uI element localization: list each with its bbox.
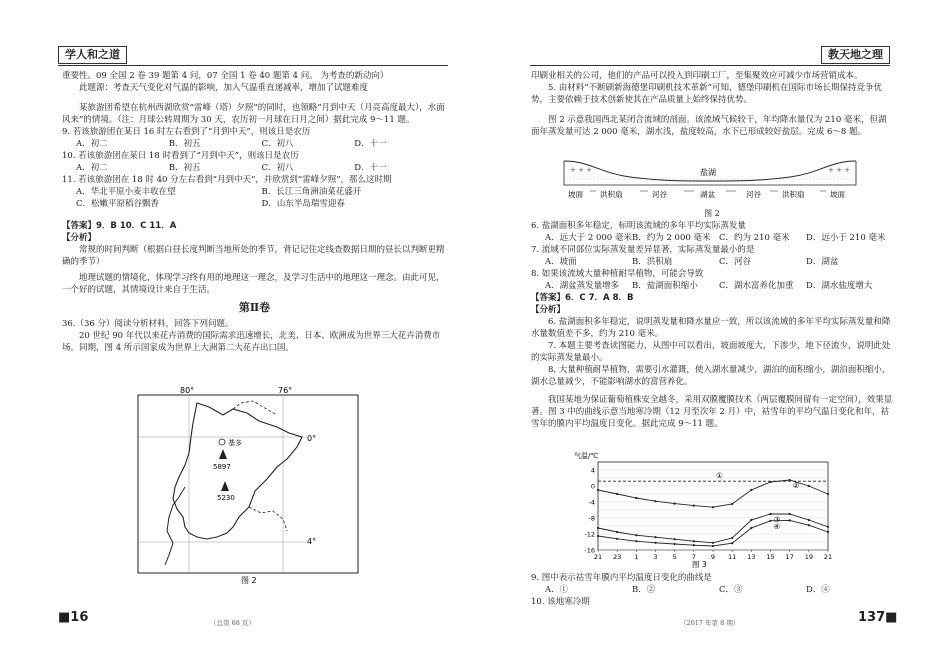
x-tick-label: 15 bbox=[766, 553, 775, 561]
right-header-title: 教天地之理 bbox=[821, 46, 890, 64]
data-point bbox=[693, 544, 695, 546]
question-9-options bbox=[62, 138, 447, 150]
analysis-7: 7. 本题主要考查读图能力，从图中可以看出，坡面坡度大，下渗少，地下径流少，说明此处的实际蒸发量最小。 bbox=[531, 341, 891, 363]
option: B．初五 bbox=[168, 163, 201, 173]
option: A．华北平原小麦丰收在望 bbox=[76, 187, 176, 197]
question-11-options-row2 bbox=[62, 198, 447, 210]
y-tick-label: -4 bbox=[588, 498, 595, 507]
x-tick-label: 21 bbox=[593, 553, 603, 561]
passage: 某旅游团希望在杭州西湖欣赏“雷峰（塔）夕照”的同时，也领略“月到中天（月亮高度最大），水面风来”的情境。（注：月球公转周期为 30 天，农历初一月球在日月之间）据此完成 9～11 题。 bbox=[62, 103, 445, 125]
question-11-options-row1 bbox=[62, 186, 447, 198]
y-tick-label: -12 bbox=[584, 530, 595, 539]
capital-label: 基多 bbox=[228, 439, 242, 447]
profile-label: 河谷 bbox=[746, 190, 761, 199]
data-point bbox=[789, 479, 791, 481]
capital-marker bbox=[219, 439, 225, 445]
data-point bbox=[597, 527, 599, 529]
x-tick-label: 9 bbox=[710, 553, 716, 561]
x-tick-label: 23 bbox=[613, 553, 622, 561]
paragraph: 印刷业相关的公司，他们的产品可以投入到印刷工厂，至集聚效应可减少市场营销成本。 bbox=[531, 71, 863, 81]
left-column bbox=[62, 70, 447, 354]
answer-key: 【答案】6．C 7．A 8．B bbox=[531, 293, 634, 303]
border-dashed bbox=[249, 507, 287, 531]
data-point bbox=[769, 513, 771, 515]
x-tick-label: 21 bbox=[823, 553, 833, 561]
figure-2-caption: 图 2 bbox=[704, 209, 720, 218]
option: A．坡面 bbox=[545, 257, 577, 267]
option: C．湖水富养化加重 bbox=[719, 281, 794, 291]
data-point bbox=[789, 519, 791, 521]
country-map bbox=[137, 387, 369, 587]
intro-line-1: 重要性。09 全国 2 卷 39 题第 4 问，07 全国 1 卷 40 题第 4 问。 为考查的新动向） bbox=[62, 71, 389, 81]
option: B．长江三角洲油菜花盛开 bbox=[261, 187, 362, 197]
x-tick-label: 7 bbox=[691, 553, 696, 561]
question-8: 8. 如果该流域大量种植耐旱植物，可能会导致 bbox=[531, 269, 704, 279]
analysis-8: 8. 大量种植耐旱植物，需要引水灌溉，使入湖水量减少，湖泊的面积缩小，湖泊面积缩小，湖水总量减少，不能影响湖水的富营养化。 bbox=[531, 365, 891, 387]
question-9: 9. 若该旅游团在某日 16 时左右看到了“月到中天”，则该日是农历 bbox=[62, 127, 311, 137]
question-9-options bbox=[531, 584, 893, 596]
peak-label-1: 5897 bbox=[213, 463, 231, 471]
y-tick-label: 0 bbox=[590, 482, 595, 491]
question-36: 36.（36 分）阅读分析材料，回答下列问题。 bbox=[62, 319, 234, 329]
x-tick-label: 13 bbox=[747, 553, 756, 561]
question-10-options bbox=[62, 162, 447, 174]
option: D．湖盆 bbox=[806, 257, 839, 267]
right-page-number: 137■ bbox=[858, 610, 898, 625]
map-lat-bottom: 4° bbox=[307, 537, 317, 546]
option: D．远小于 210 毫米 bbox=[806, 233, 886, 243]
left-page-header bbox=[58, 45, 448, 66]
question-7-options bbox=[531, 256, 893, 268]
right-column-bottom bbox=[531, 572, 893, 608]
profile-label: 河谷 bbox=[652, 190, 667, 199]
x-tick-label: 5 bbox=[672, 553, 677, 561]
option: C．③ bbox=[719, 585, 743, 595]
data-point bbox=[808, 519, 810, 521]
basin-profile-diagram bbox=[560, 155, 860, 207]
y-tick-labels bbox=[584, 467, 595, 555]
data-point bbox=[654, 536, 656, 538]
data-point bbox=[827, 493, 829, 495]
option: A．湖盆蒸发量增多 bbox=[545, 281, 620, 291]
question-6: 6. 盐湖面积多年稳定，标明该流域的多年平均实际蒸发量 bbox=[531, 221, 746, 231]
profile-labels bbox=[568, 189, 845, 199]
y-tick-label: 4 bbox=[590, 466, 595, 475]
profile-label: 坡面 bbox=[830, 190, 845, 199]
data-point bbox=[635, 534, 637, 536]
profile-label: 坡面 bbox=[568, 190, 583, 199]
data-point bbox=[674, 543, 676, 545]
option: B．约为 2 000 毫米 bbox=[632, 233, 711, 243]
option: B．盐湖面积缩小 bbox=[632, 281, 698, 291]
data-point bbox=[674, 538, 676, 540]
option: B．洪积扇 bbox=[632, 257, 673, 267]
data-point bbox=[693, 505, 695, 507]
data-point bbox=[712, 545, 714, 547]
temperature-chart bbox=[572, 450, 840, 568]
option: D．十一 bbox=[354, 163, 387, 173]
question-7: 7. 流域不同部位实际蒸发量差异显著，实际蒸发量最小的是 bbox=[531, 245, 755, 255]
data-point bbox=[674, 503, 676, 505]
option: D．湖水盐度增大 bbox=[806, 281, 873, 291]
data-point bbox=[693, 540, 695, 542]
profile-label: 湖盆 bbox=[700, 190, 715, 199]
data-point bbox=[750, 527, 752, 529]
data-point bbox=[731, 537, 733, 539]
question-6-options bbox=[531, 232, 893, 244]
x-tick-label: 11 bbox=[728, 553, 737, 561]
option: A．初二 bbox=[76, 139, 108, 149]
data-point bbox=[654, 542, 656, 544]
y-axis-label: 气温/℃ bbox=[574, 452, 599, 460]
data-point bbox=[616, 531, 618, 533]
peak-label-2: 5230 bbox=[217, 494, 235, 502]
data-point bbox=[769, 481, 771, 483]
option: C．河谷 bbox=[719, 257, 752, 267]
question-36-text: 20 世纪 90 年代以来花卉消费的国际需求迅速增长，北美、日本、欧洲成为世界三大花卉消费市场。同期，图 4 所示国家成为世界上大洲第二大花卉出口国。 bbox=[62, 331, 441, 353]
map-lat-top: 0° bbox=[307, 434, 317, 443]
data-point bbox=[712, 506, 714, 508]
chart-series bbox=[597, 471, 829, 547]
option: D．④ bbox=[806, 585, 830, 595]
right-column-mid bbox=[531, 208, 893, 430]
x-tick-label: 19 bbox=[804, 553, 813, 561]
data-point bbox=[616, 493, 618, 495]
data-point bbox=[808, 524, 810, 526]
series-label: ① bbox=[716, 471, 723, 481]
left-footer: （总第 68 页） bbox=[210, 619, 255, 627]
y-tick-label: -8 bbox=[588, 514, 595, 523]
data-point bbox=[597, 535, 599, 537]
data-point bbox=[750, 489, 752, 491]
figure-3-description: 我国某地为保证葡萄植株安全越冬，采用双膜覆膜技术（两层覆膜间留有一定空间），效果显著。图 3 中的曲线示意当地寒冷期（12 月至次年 2 月）中，祜雪年的平均气温日变化和年，祜雪年的膜内平均温度日变化。据此完成 9～11 题。 bbox=[531, 395, 893, 429]
question-10: 10. 该地寒冷期 bbox=[531, 597, 590, 607]
data-point bbox=[769, 520, 771, 522]
border-dashed bbox=[233, 401, 277, 415]
data-point bbox=[750, 519, 752, 521]
chart-caption: 图 3 bbox=[692, 560, 707, 568]
series-label: ④ bbox=[773, 521, 781, 531]
x-tick-label: 1 bbox=[634, 553, 639, 561]
option: B．初五 bbox=[168, 139, 201, 149]
analysis-paragraph-2: 地理试题的情境化，体现学习终有用的地理这一理念，及学习生活中的地理这一理念。由此可见，一个好的试题，其情境设计来自于生活。 bbox=[62, 273, 445, 295]
data-point bbox=[616, 538, 618, 540]
analysis-heading: 【分析】 bbox=[531, 305, 566, 315]
map-lon-left: 80° bbox=[180, 387, 195, 395]
data-point bbox=[731, 503, 733, 505]
analysis-heading: 【分析】 bbox=[62, 233, 97, 243]
option: C．初八 bbox=[261, 139, 294, 149]
plus-symbols-right: + + + bbox=[828, 166, 851, 174]
option: A．远大于 2 000 毫米 bbox=[545, 233, 632, 243]
map-caption: 图 2 bbox=[241, 576, 257, 585]
question-10: 10. 若该旅游团在某日 18 时看到了“月到中天”，则该日是农历 bbox=[62, 151, 299, 161]
peak-marker-1 bbox=[219, 449, 227, 459]
analysis-paragraph-1: 常规的时间判断（根据白昼长度判断当地所处的季节，背记记住定线查数据日期的昼长以判断更精确的季节） bbox=[62, 245, 445, 267]
data-point bbox=[827, 526, 829, 528]
y-tick-label: -16 bbox=[584, 546, 595, 555]
question-9: 9. 图中表示祜雪年膜内平均温度日变化的曲线是 bbox=[531, 573, 712, 583]
question-8-options bbox=[531, 280, 893, 292]
option: D．十一 bbox=[354, 139, 387, 149]
x-tick-label: 17 bbox=[785, 553, 794, 561]
peak-marker-2 bbox=[221, 481, 229, 491]
salt-lake-label: 盐湖 bbox=[700, 168, 716, 177]
plus-symbols-left: + + + bbox=[570, 166, 593, 174]
x-tick-labels bbox=[594, 553, 832, 561]
intro-line-2: 此题源：考查天气变化对气温的影响，加入气温垂直递减率，增加了试题难度 bbox=[79, 83, 369, 93]
data-point bbox=[635, 540, 637, 542]
option: B．② bbox=[632, 585, 656, 595]
coastline bbox=[165, 487, 185, 565]
right-footer: （2017 年第 8 期） bbox=[680, 619, 740, 627]
option: A．① bbox=[545, 585, 569, 595]
data-point bbox=[789, 513, 791, 515]
data-point bbox=[654, 500, 656, 502]
data-point bbox=[827, 531, 829, 533]
data-point bbox=[597, 489, 599, 491]
option: C．约为 210 毫米 bbox=[719, 233, 790, 243]
data-point bbox=[808, 485, 810, 487]
option: C．初八 bbox=[261, 163, 294, 173]
map-lon-right: 76° bbox=[278, 387, 293, 395]
left-header-title: 学人和之道 bbox=[58, 46, 127, 64]
answer-key: 【答案】9．B 10．C 11．A bbox=[62, 221, 177, 231]
right-column-top bbox=[531, 70, 893, 138]
profile-label: 洪积扇 bbox=[600, 190, 623, 199]
data-point bbox=[635, 497, 637, 499]
section-title: 第Ⅱ卷 bbox=[238, 301, 271, 314]
data-point bbox=[731, 542, 733, 544]
series-label: ③ bbox=[773, 515, 781, 524]
paragraph: 5. 由材料“不断刷新海德堡印刷机技术革新”可知，德堡印刷机在国际市场长期保持竞争优势，主要依赖于技术创新使其在产品质量上始终保持优势。 bbox=[531, 83, 883, 105]
plot-frame bbox=[598, 462, 828, 550]
series-line bbox=[598, 514, 828, 543]
data-point bbox=[712, 542, 714, 544]
option: C．松嫩平原稻谷飘香 bbox=[76, 199, 160, 209]
right-page-header bbox=[530, 45, 890, 66]
option: A．初二 bbox=[76, 163, 108, 173]
series-label: ② bbox=[792, 481, 800, 490]
analysis-6: 6. 盐湖面积多年稳定，说明蒸发量和降水量应一致，所以该流域的多年平均实际蒸发量和降水量数值差不多，约为 210 毫米。 bbox=[531, 317, 891, 339]
left-page-number: ■16 bbox=[58, 610, 89, 625]
profile-label: 洪积扇 bbox=[782, 190, 805, 199]
option: D．山东半岛瑞雪迎春 bbox=[261, 199, 345, 209]
question-11: 11. 若该旅游团在 18 时 40 分左右看到“月到中天”，并欣赏到“雷峰夕照”，那么这时期 bbox=[62, 175, 392, 185]
x-tick-label: 3 bbox=[653, 553, 658, 561]
figure-2-description: 图 2 示意我国西北某闭合流域的剖面。该流域气候较干，年均降水量仅为 210 毫米，但湖面年蒸发量可达 2 000 毫米，湖水浅，盐度较高，水下已形成较好盐层。完成 6～8 题。 bbox=[531, 115, 887, 137]
